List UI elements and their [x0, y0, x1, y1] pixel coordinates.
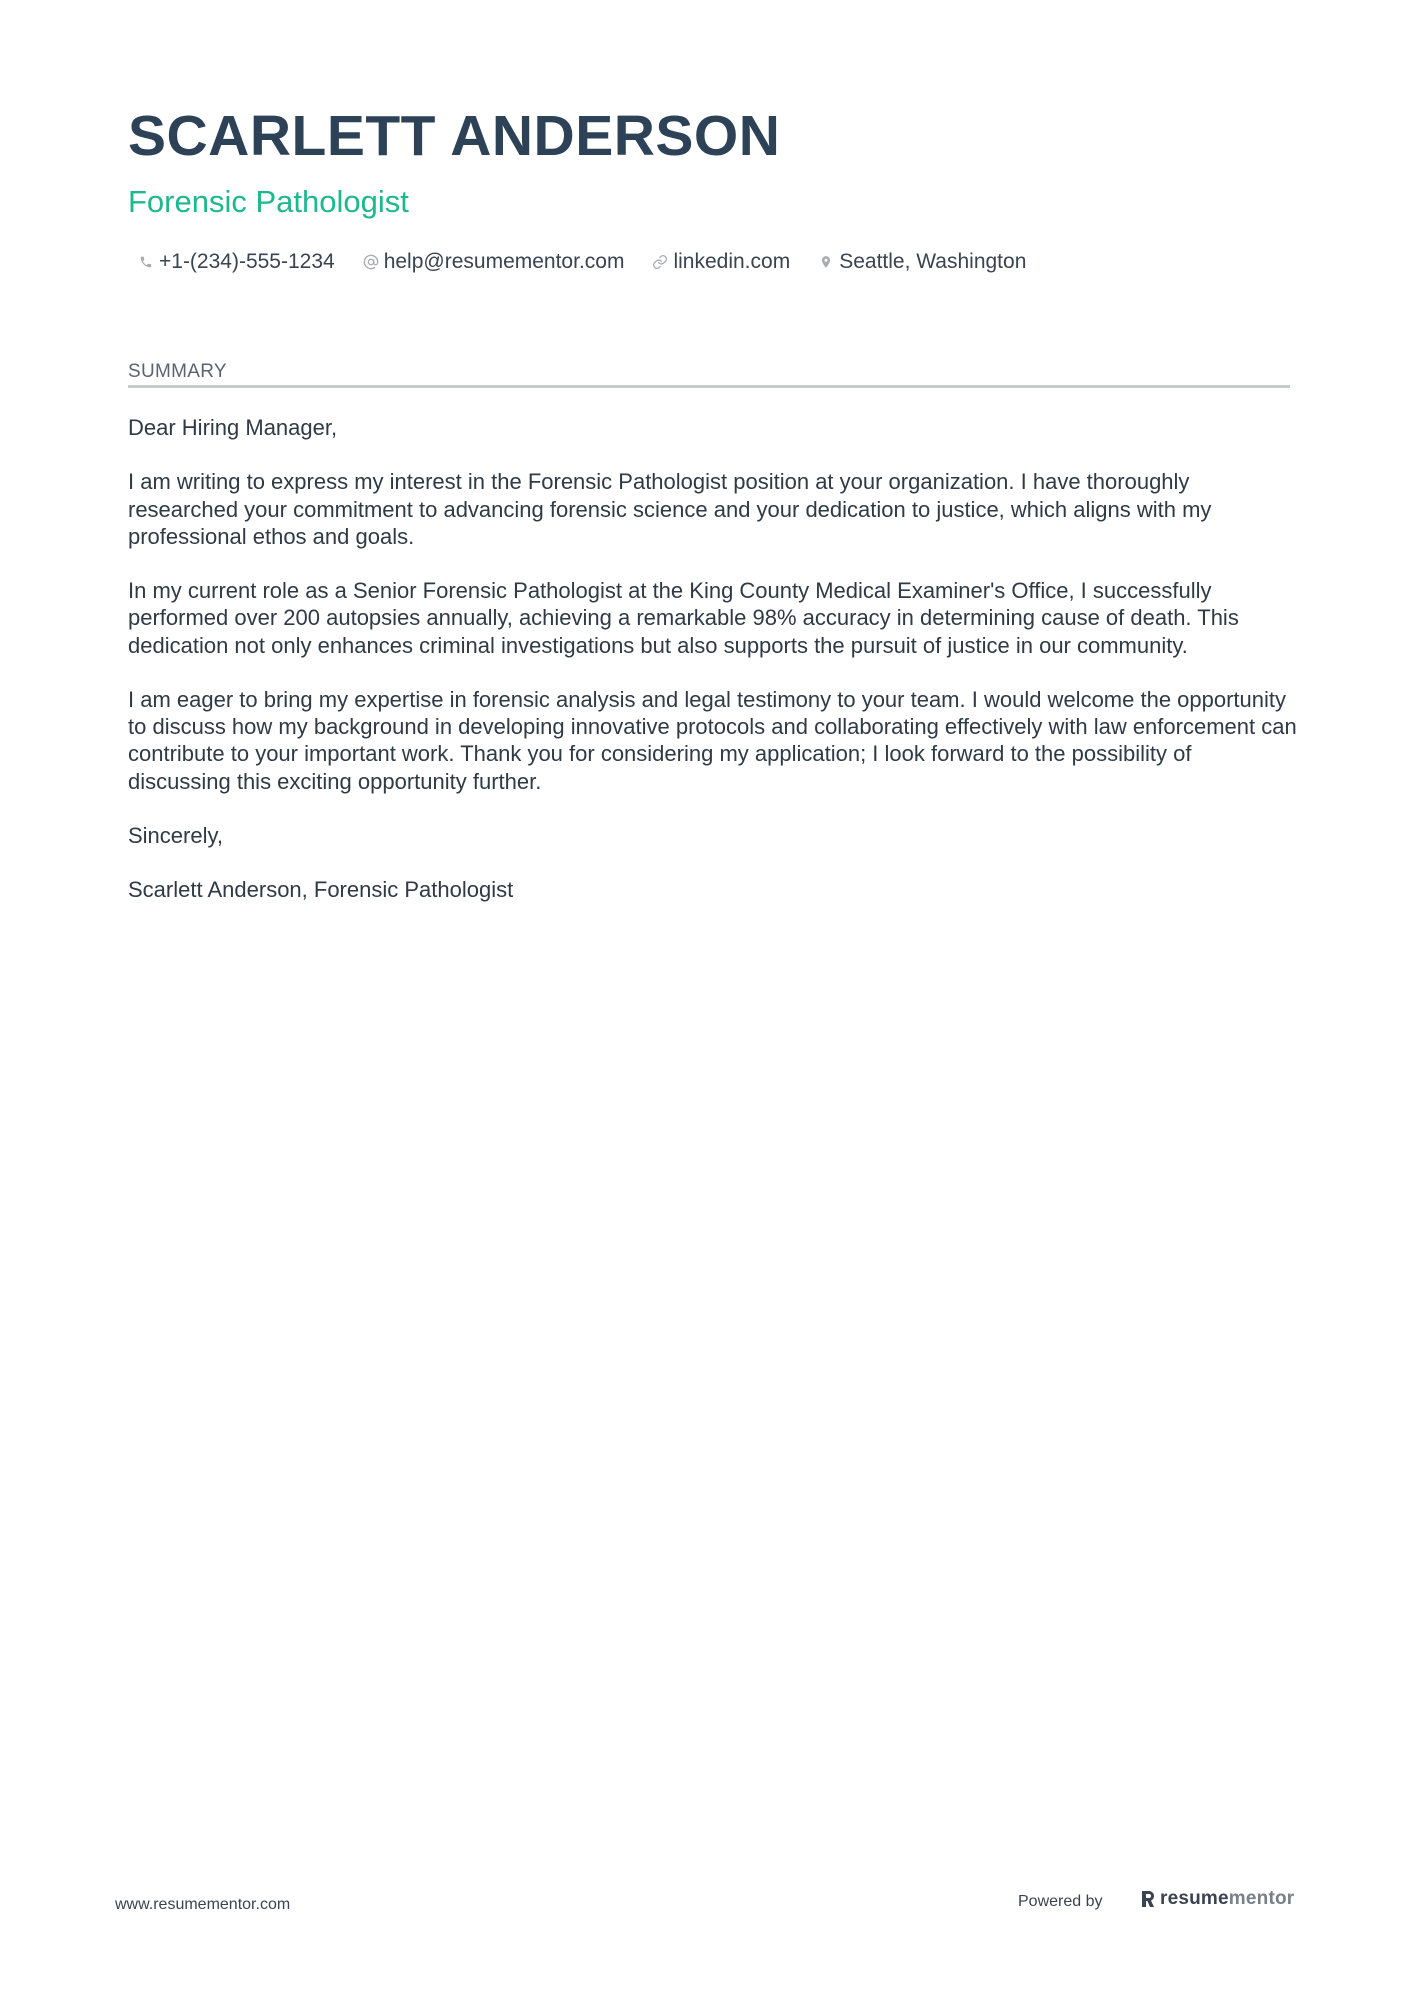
cover-letter-body: [128, 414, 1298, 931]
resumementor-logo-icon: [1140, 1889, 1156, 1909]
phone-icon: [136, 252, 156, 272]
closing: Sincerely,: [128, 822, 223, 848]
phone-text: +1-(234)-555-1234: [159, 250, 335, 273]
section-divider: [128, 385, 1290, 388]
powered-by-label: Powered by: [1018, 1893, 1103, 1910]
location-pin-icon: [816, 252, 836, 272]
brand-logo[interactable]: [1140, 1888, 1294, 1910]
contact-location: [816, 250, 1026, 274]
at-icon: [361, 252, 381, 272]
brand-wordmark-part2: mentor: [1228, 1888, 1295, 1909]
salutation: Dear Hiring Manager,: [128, 415, 338, 440]
letter-paragraph: In my current role as a Senior Forensic Pathologist at the King County Medical Examiner's Office, I successfully performed over 200 autopsies annually, achieving a remarkable 98% accuracy in determining cause of death. This dedication not only enhances criminal investigations but also supports the pursuit of justice in our community.: [128, 578, 1239, 658]
summary-heading: SUMMARY: [128, 361, 227, 382]
footer-website-link[interactable]: www.resumementor.com: [115, 1896, 291, 1913]
job-title: Forensic Pathologist: [128, 184, 409, 219]
contact-linkedin[interactable]: [650, 250, 790, 274]
contact-phone[interactable]: [136, 250, 335, 274]
link-icon: [650, 252, 670, 272]
candidate-name: SCARLETT ANDERSON: [128, 104, 781, 168]
brand-wordmark: [1160, 1888, 1294, 1910]
contact-bar: [136, 247, 1052, 277]
linkedin-text: linkedin.com: [673, 250, 791, 273]
location-text: Seattle, Washington: [839, 250, 1027, 273]
letter-paragraph: I am writing to express my interest in the Forensic Pathologist position at your organization. I have thoroughly researched your commitment to advancing forensic science and your dedication to justice, which aligns with my professional ethos and goals.: [128, 469, 1212, 549]
contact-email[interactable]: [361, 250, 625, 274]
email-text: help@resumementor.com: [383, 250, 625, 273]
brand-wordmark-part1: resume: [1160, 1888, 1229, 1909]
signature: Scarlett Anderson, Forensic Pathologist: [128, 877, 514, 903]
letter-paragraph: I am eager to bring my expertise in forensic analysis and legal testimony to your team. I would welcome the opportunity to discuss how my background in developing innovative protocols and collaborating effectively with law enforcement can contribute to your important work. Thank you for considering my application; I look forward to the possibility of discussing this exciting opportunity further.: [128, 686, 1297, 794]
